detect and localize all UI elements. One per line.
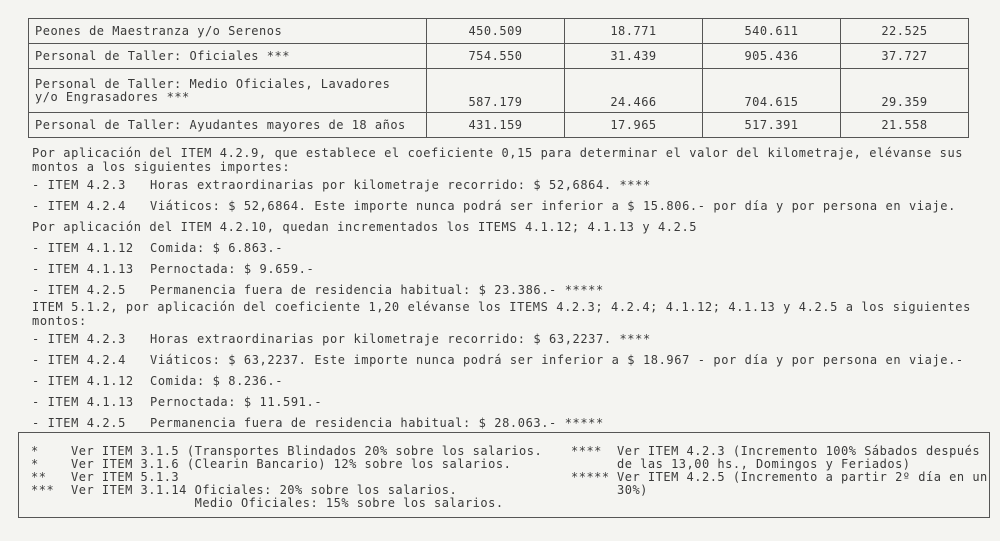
item-code: - ITEM 4.2.5 <box>32 282 126 297</box>
item-code: - ITEM 4.2.5 <box>32 415 126 430</box>
footnote-text: Ver ITEM 5.1.3 <box>71 470 180 484</box>
value-cell: 18.771 <box>565 19 703 44</box>
list-item <box>32 174 992 195</box>
list-item <box>32 349 992 370</box>
list-item <box>32 391 992 412</box>
footnote-symbol: * <box>31 444 39 458</box>
table-row <box>29 19 969 44</box>
list-item <box>32 237 992 258</box>
item-code: - ITEM 4.2.4 <box>32 352 126 367</box>
footnote-symbol: **** <box>571 444 602 458</box>
list-item <box>32 279 992 300</box>
category-cell: Personal de Taller: Ayudantes mayores de 18 años <box>29 113 427 138</box>
item-text: Comida: $ 6.863.- <box>150 240 284 255</box>
item-text: Horas extraordinarias por kilometraje recorrido: $ 52,6864. **** <box>150 177 651 192</box>
item-code: - ITEM 4.1.12 <box>32 240 134 255</box>
footnote-symbol: ** <box>31 470 47 484</box>
footnotes-right <box>571 445 991 497</box>
item-code: - ITEM 4.1.12 <box>32 373 134 388</box>
item-text: Viáticos: $ 52,6864. Este importe nunca podrá ser inferior a $ 15.806.- por día y por persona en viaje. <box>150 198 956 213</box>
category-cell <box>29 69 427 113</box>
list-item <box>32 195 992 216</box>
table-row <box>29 69 969 113</box>
value-cell: 29.359 <box>841 69 969 113</box>
wage-table <box>28 18 969 138</box>
item-text: Permanencia fuera de residencia habitual: $ 28.063.- ***** <box>150 415 604 430</box>
value-cell: 905.436 <box>703 44 841 69</box>
item-text: Comida: $ 8.236.- <box>150 373 284 388</box>
footnote-symbol: ***** <box>571 470 610 484</box>
footnote-text: Ver ITEM 3.1.5 (Transportes Blindados 20% sobre los salarios. <box>71 444 543 458</box>
footnote-text: Ver ITEM 4.2.3 (Incremento 100% Sábados después de las 13,00 hs., Domingos y Feriados) <box>617 444 981 471</box>
footnote <box>31 497 591 510</box>
item-code: - ITEM 4.2.4 <box>32 198 126 213</box>
value-cell: 21.558 <box>841 113 969 138</box>
item-code: - ITEM 4.1.13 <box>32 261 134 276</box>
value-cell: 17.965 <box>565 113 703 138</box>
footnote-symbol: *** <box>31 483 55 497</box>
category-cell: Peones de Maestranza y/o Serenos <box>29 19 427 44</box>
footnote-text: Ver ITEM 3.1.6 (Clearin Bancario) 12% sobre los salarios. <box>71 457 512 471</box>
footnote-symbol <box>31 497 71 510</box>
footnotes-box <box>18 432 990 518</box>
item-text: Permanencia fuera de residencia habitual: $ 23.386.- ***** <box>150 282 604 297</box>
table-row <box>29 113 969 138</box>
item-code: - ITEM 4.2.3 <box>32 331 126 346</box>
value-cell: 754.550 <box>427 44 565 69</box>
value-cell: 517.391 <box>703 113 841 138</box>
table-row <box>29 44 969 69</box>
item-code: - ITEM 4.1.13 <box>32 394 134 409</box>
list-item <box>32 412 992 433</box>
intro-paragraph: ITEM 5.1.2, por aplicación del coeficiente 1,20 elévanse los ITEMS 4.2.3; 4.2.4; 4.1.12; 4.1.13 y 4.2.5 a los siguientes montos: <box>32 300 971 328</box>
list-item <box>32 370 992 391</box>
value-cell: 31.439 <box>565 44 703 69</box>
item-text: Horas extraordinarias por kilometraje recorrido: $ 63,2237. **** <box>150 331 651 346</box>
category-text: Personal de Taller: Medio Oficiales, Lavadores y/o Engrasadores <box>35 76 391 104</box>
value-cell: 540.611 <box>703 19 841 44</box>
footnote-symbol: * <box>31 457 39 471</box>
footnote-text: Ver ITEM 4.2.5 (Incremento a partir 2º día en un 30%) <box>617 470 988 497</box>
list-item <box>32 258 992 279</box>
item-text: Pernoctada: $ 11.591.- <box>150 394 323 409</box>
item-text: Pernoctada: $ 9.659.- <box>150 261 315 276</box>
footnote <box>571 445 991 471</box>
footnotes-left <box>31 445 591 510</box>
value-cell: 587.179 <box>427 69 565 113</box>
footnote <box>571 471 991 497</box>
body-text <box>32 146 992 433</box>
list-item <box>32 328 992 349</box>
value-cell: 24.466 <box>565 69 703 113</box>
footnote-text: Medio Oficiales: 15% sobre los salarios. <box>71 496 504 510</box>
value-cell: 704.615 <box>703 69 841 113</box>
category-cell: Personal de Taller: Oficiales *** <box>29 44 427 69</box>
item-code: - ITEM 4.2.3 <box>32 177 126 192</box>
item-text: Viáticos: $ 63,2237. Este importe nunca podrá ser inferior a $ 18.967 - por día y por persona en viaje.- <box>150 352 964 367</box>
value-cell: 22.525 <box>841 19 969 44</box>
intro-paragraph: Por aplicación del ITEM 4.2.10, quedan incrementados los ITEMS 4.1.12; 4.1.13 y 4.2.5 <box>32 219 698 234</box>
intro-paragraph: Por aplicación del ITEM 4.2.9, que establece el coeficiente 0,15 para determinar el valor del kilometraje, elévanse sus montos a los siguientes importes: <box>32 146 964 174</box>
footnote-text: Ver ITEM 3.1.14 Oficiales: 20% sobre los salarios. <box>71 483 458 497</box>
footnote-mark: *** <box>166 89 190 104</box>
value-cell: 450.509 <box>427 19 565 44</box>
value-cell: 431.159 <box>427 113 565 138</box>
value-cell: 37.727 <box>841 44 969 69</box>
